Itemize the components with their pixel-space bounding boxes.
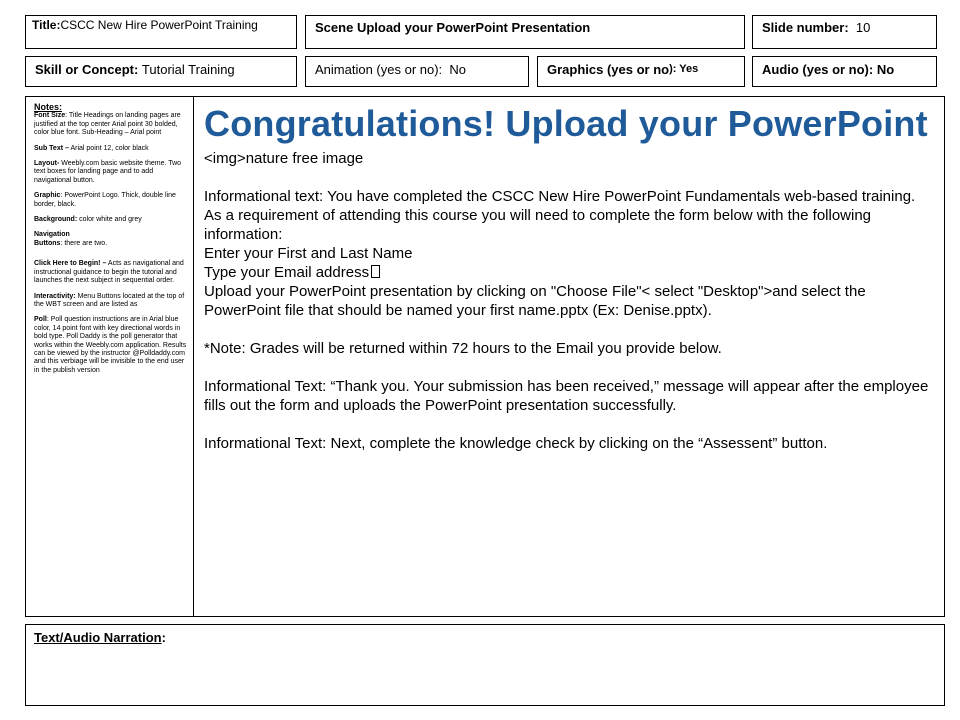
narration-label-text: Text/Audio Narration <box>34 630 162 645</box>
upload-instruction: Upload your PowerPoint presentation by clicking on "Choose File"< select "Desktop">and select the PowerPoint file that should be named your first name.pptx (Ex: Denise.pptx). <box>204 283 866 319</box>
animation-value: No <box>449 62 467 77</box>
scene-value: Upload your PowerPoint Presentation <box>356 20 591 35</box>
click-label: Click Here to Begin! – <box>34 260 107 268</box>
notes-navigation <box>34 231 188 248</box>
slide-number-label: Slide number: <box>762 20 849 35</box>
audio-label: Audio (yes or no): No <box>762 62 895 77</box>
graphics-label: Graphics (yes or no <box>547 62 670 77</box>
thank-you-paragraph: Informational Text: “Thank you. Your submission has been received,” message will appear after the employee fills out the form and uploads the PowerPoint presentation successfully. <box>204 378 929 414</box>
click-text: Acts as navigational and instructional guidance to begin the tutorial and launches the next subject in sequential order. <box>34 260 184 285</box>
notes-panel <box>25 96 194 617</box>
scene-box <box>305 15 745 49</box>
title-value: CSCC New Hire PowerPoint Training <box>60 18 258 32</box>
sub-text-label: Sub Text – <box>34 144 69 152</box>
skill-label: Skill or Concept: <box>35 62 139 77</box>
layout-label: Layout- <box>34 160 60 168</box>
name-instruction: Enter your First and Last Name <box>204 245 413 262</box>
next-step-paragraph: Informational Text: Next, complete the knowledge check by clicking on the “Assessent” button. <box>204 435 828 452</box>
animation-label: Animation (yes or no): <box>315 62 443 77</box>
main-content-panel <box>193 96 945 617</box>
page-heading: Congratulations! Upload your PowerPoint <box>204 103 928 144</box>
navigation-label: Navigation <box>34 231 70 239</box>
background-text: color white and grey <box>79 216 142 224</box>
notes-title: Notes: <box>34 102 63 112</box>
skill-value: Tutorial Training <box>141 62 235 77</box>
slide-number-box <box>752 15 937 49</box>
notes-background <box>34 216 188 224</box>
interactivity-text: Menu Buttons located at the top of the WBT screen and are listed as <box>34 292 185 308</box>
intro-paragraph: Informational text: You have completed the CSCC New Hire PowerPoint Fundamentals web-based training. As a requirement of attending this course you will need to complete the form below with the following information: <box>204 188 916 243</box>
title-label: Title: <box>32 18 61 32</box>
image-placeholder-note: <img>nature free image <box>204 150 364 167</box>
missing-glyph-icon <box>371 265 380 278</box>
email-instruction-text: Type your Email address <box>204 264 370 281</box>
skill-box <box>25 56 297 87</box>
narration-label <box>26 625 944 645</box>
animation-box <box>305 56 529 87</box>
narration-panel <box>25 624 945 706</box>
poll-text: : Poll question instructions are in Arial blue color, 14 point font with key directional words in bold type. Poll Daddy is the poll generator that works within the Weebly.com application. Results can be viewed by the instructor @Polldaddy.com and this verbiage will be invisible to the end user in the publish version <box>34 316 187 374</box>
graphic-label: Graphic <box>34 192 61 200</box>
notes-graphic <box>34 192 188 209</box>
notes-poll <box>34 316 188 375</box>
graphics-box <box>537 56 745 87</box>
notes-click-here <box>34 260 188 285</box>
grades-note: *Note: Grades will be returned within 72 hours to the Email you provide below. <box>204 340 722 357</box>
background-label: Background: <box>34 216 78 224</box>
notes-sub-text <box>34 145 188 153</box>
sub-text-text: Arial point 12, color black <box>70 144 149 152</box>
title-box <box>25 15 297 49</box>
buttons-label: Buttons <box>34 239 61 247</box>
email-instruction <box>204 263 934 282</box>
notes-interactivity <box>34 293 188 310</box>
buttons-text: : there are two. <box>60 239 108 247</box>
poll-label: Poll <box>34 316 47 324</box>
interactivity-label: Interactivity: <box>34 292 76 300</box>
scene-label: Scene <box>315 20 354 35</box>
slide-number-value: 10 <box>855 20 871 35</box>
font-size-label: Font Size <box>34 112 66 120</box>
graphic-text: : PowerPoint Logo. Thick, double line border, black. <box>34 192 176 208</box>
graphics-value: ): Yes <box>669 63 699 75</box>
font-size-text: : Title Headings on landing pages are justified at the top center Arial point 30 bolded, color blue font. Sub-Heading – Arial point <box>34 112 181 137</box>
audio-box <box>752 56 937 87</box>
notes-font-size <box>34 112 188 137</box>
narration-colon: : <box>161 630 166 645</box>
layout-text: Weebly.com basic website theme. Two text boxes for landing page and to add navigational button. <box>34 160 182 184</box>
notes-layout <box>34 160 188 185</box>
